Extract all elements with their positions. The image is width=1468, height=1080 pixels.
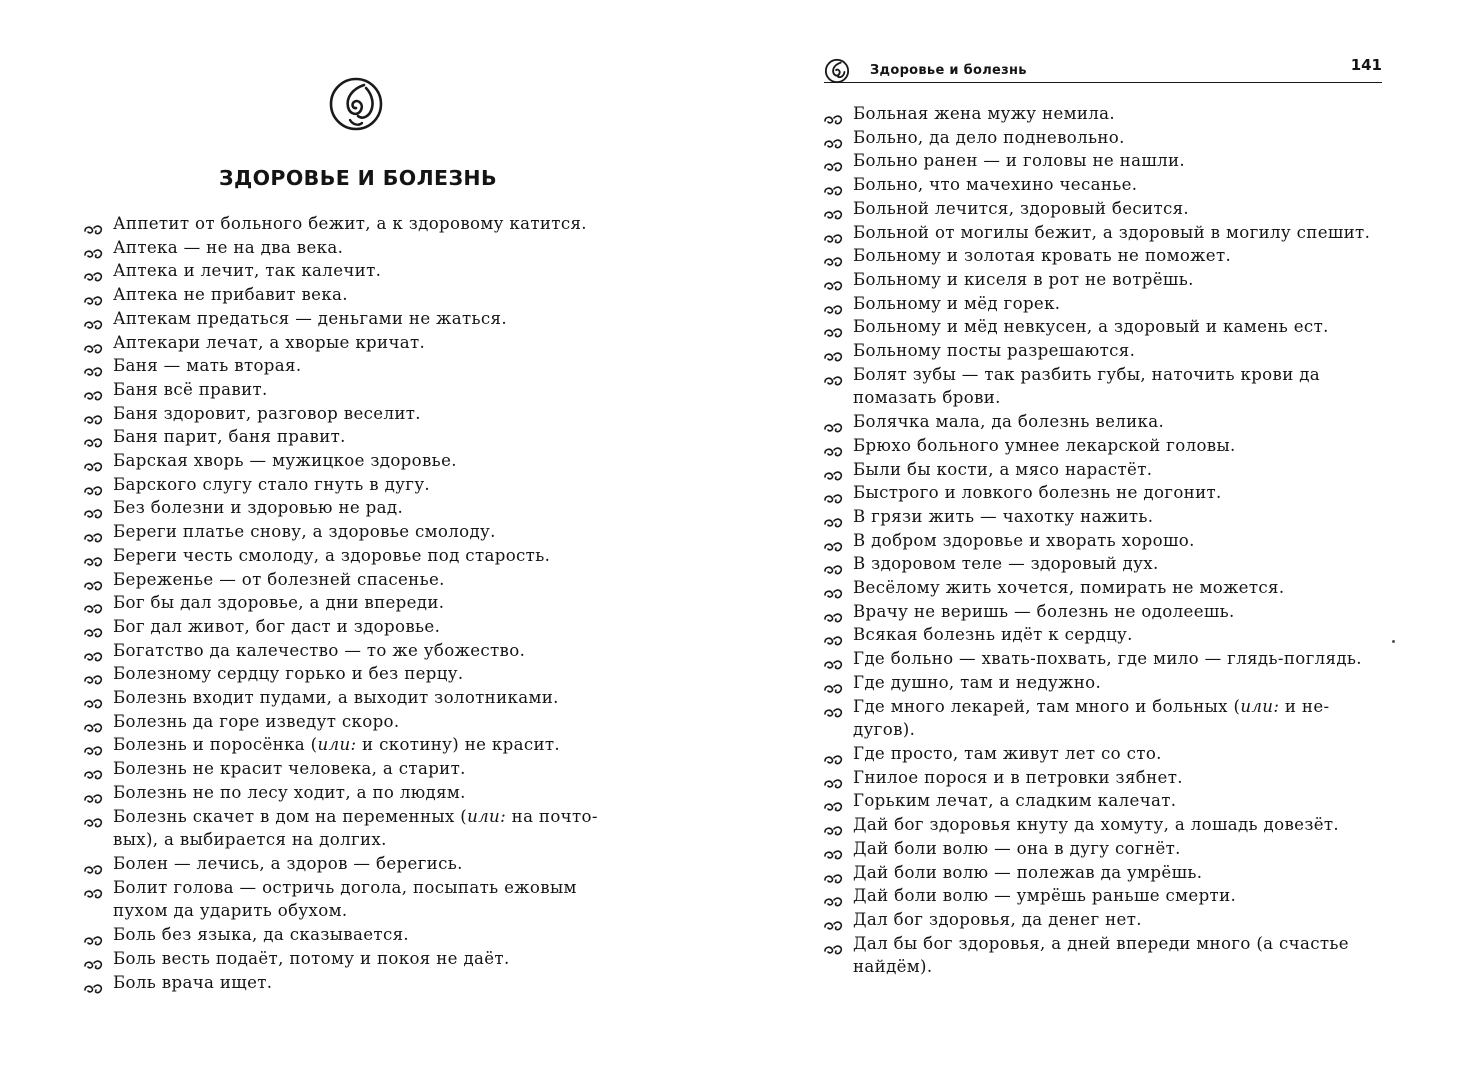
proverb-text-line: Аптекари лечат, а хворые кричат.	[113, 332, 426, 352]
proverb-item	[824, 695, 1384, 742]
page-number: 141	[1350, 56, 1382, 74]
proverb-text-line: Боль весть подаёт, потому и покоя не даёт.	[113, 948, 510, 968]
proverb-bullet-glyph	[84, 936, 104, 947]
proverb-text-line: Дал бог здоровья, да денег нет.	[853, 909, 1142, 929]
proverb-bullet-glyph	[824, 802, 844, 813]
proverb-bullet-icon	[824, 417, 844, 428]
proverb-text-line: Аптека — не на два века.	[113, 237, 344, 257]
proverb-item	[824, 813, 1384, 837]
proverb-text-line: Болят зубы — так разбить губы, наточить крови да	[853, 364, 1321, 384]
print-speck	[1392, 640, 1395, 643]
proverb-item	[824, 837, 1384, 861]
proverb-bullet-glyph	[824, 565, 844, 576]
proverb-bullet-glyph	[84, 675, 104, 686]
proverb-text-line: Барского слугу стало гнуть в дугу.	[113, 474, 431, 494]
proverb-bullet-glyph	[824, 186, 844, 197]
proverb-bullet-glyph	[824, 897, 844, 908]
variant-marker: или:	[467, 806, 507, 826]
variant-marker: или:	[1240, 696, 1280, 716]
proverb-bullet-icon	[824, 370, 844, 381]
proverb-text-line: Горьким лечат, а сладким калечат.	[853, 791, 1177, 811]
proverb-text-line: Дай боли волю — умрёшь раньше смерти.	[853, 886, 1237, 906]
proverb-text-line: Баня здоровит, разговор веселит.	[113, 403, 421, 423]
proverb-item	[84, 568, 654, 592]
proverb-item	[84, 757, 654, 781]
proverb-bullet-icon	[84, 551, 104, 562]
proverb-item	[824, 742, 1384, 766]
proverb-bullet-icon	[824, 133, 844, 144]
proverb-bullet-glyph	[824, 921, 844, 932]
proverb-bullet-glyph	[84, 865, 104, 876]
proverb-item	[824, 789, 1384, 813]
proverb-bullet-icon	[824, 322, 844, 333]
proverb-text-line: Аптека не прибавит века.	[113, 285, 348, 305]
proverb-bullet-glyph	[824, 708, 844, 719]
proverb-bullet-icon	[84, 527, 104, 538]
proverb-text-line: пухом да ударить обухом.	[113, 901, 348, 921]
proverb-text-line: Баня — мать вторая.	[113, 356, 302, 376]
proverb-bullet-icon	[824, 820, 844, 831]
proverb-text-line: Больно ранен — и головы не нашли.	[853, 151, 1186, 171]
proverb-item	[84, 971, 654, 995]
proverb-text-line: вых), а выбирается на долгих.	[113, 830, 387, 850]
proverb-item	[824, 126, 1384, 150]
proverb-bullet-glyph	[824, 305, 844, 316]
proverb-text-line: Дай боли волю — полежав да умрёшь.	[853, 862, 1203, 882]
proverb-bullet-icon	[824, 630, 844, 641]
proverb-bullet-icon	[824, 678, 844, 689]
proverb-text-line: Болезному сердцу горько и без перцу.	[113, 664, 464, 684]
proverb-bullet-icon	[824, 156, 844, 167]
proverb-item	[824, 481, 1384, 505]
proverb-item	[824, 932, 1384, 979]
proverb-item	[84, 852, 654, 876]
proverb-text-line: Весёлому жить хочется, помирать не можется.	[853, 578, 1285, 598]
proverb-item	[84, 923, 654, 947]
proverb-item	[84, 520, 654, 544]
proverb-item	[824, 908, 1384, 932]
proverb-item	[824, 600, 1384, 624]
proverb-bullet-icon	[824, 773, 844, 784]
proverb-text-line: Больному и мёд горек.	[853, 293, 1061, 313]
proverb-item	[84, 425, 654, 449]
proverb-item	[84, 686, 654, 710]
proverb-item	[84, 331, 654, 355]
proverb-bullet-glyph	[824, 328, 844, 339]
proverb-text-line: Баня парит, баня правит.	[113, 427, 346, 447]
proverb-bullet-glyph	[84, 225, 104, 236]
proverb-item	[84, 354, 654, 378]
proverb-text-line: Больной от могилы бежит, а здоровый в могилу спешит.	[853, 222, 1371, 242]
proverb-bullet-icon	[824, 204, 844, 215]
proverb-bullet-icon	[824, 180, 844, 191]
proverb-item	[824, 315, 1384, 339]
proverb-text-line: Богатство да калечество — то же убожество.	[113, 640, 526, 660]
proverb-item	[84, 662, 654, 686]
proverb-bullet-glyph	[84, 415, 104, 426]
proverb-bullet-icon	[824, 228, 844, 239]
proverb-item	[84, 402, 654, 426]
proverb-bullet-glyph	[824, 257, 844, 268]
proverb-item	[84, 876, 654, 923]
proverb-bullet-icon	[84, 480, 104, 491]
proverb-text-line: В здоровом теле — здоровый дух.	[853, 554, 1159, 574]
proverb-item	[84, 591, 654, 615]
proverb-bullet-glyph	[824, 115, 844, 126]
proverb-bullet-glyph	[84, 557, 104, 568]
proverb-bullet-icon	[824, 488, 844, 499]
proverb-bullet-glyph	[824, 945, 844, 956]
proverb-text-line: Больно, что мачехино чесанье.	[853, 175, 1138, 195]
proverb-item	[824, 576, 1384, 600]
proverb-item	[84, 212, 654, 236]
proverb-item	[824, 861, 1384, 885]
proverb-bullet-icon	[84, 575, 104, 586]
proverb-text-line: Больному посты разрешаются.	[853, 341, 1136, 361]
proverb-text-line: Больному и киселя в рот не вотрёшь.	[853, 269, 1194, 289]
proverb-bullet-glyph	[824, 423, 844, 434]
proverb-text-line: Болезнь и поросёнка (или: и скотину) не красит.	[113, 735, 561, 755]
proverb-item	[84, 307, 654, 331]
proverb-bullet-glyph	[824, 494, 844, 505]
proverb-text-line: Аптекам предаться — деньгами не жаться.	[113, 308, 507, 328]
proverb-text-line: Барская хворь — мужицкое здоровье.	[113, 451, 457, 471]
proverb-item	[84, 733, 654, 757]
proverb-item	[824, 173, 1384, 197]
proverb-item	[84, 781, 654, 805]
proverb-text-line: Болячка мала, да болезнь велика.	[853, 412, 1165, 432]
proverb-bullet-glyph	[84, 960, 104, 971]
proverb-bullet-icon	[84, 314, 104, 325]
proverb-text-line: Врачу не веришь — болезнь не одолеешь.	[853, 601, 1235, 621]
proverb-bullet-glyph	[824, 542, 844, 553]
proverb-text-line: Больной лечится, здоровый бесится.	[853, 198, 1190, 218]
proverb-bullet-glyph	[84, 367, 104, 378]
proverb-item	[824, 529, 1384, 553]
proverb-bullet-glyph	[824, 281, 844, 292]
proverb-bullet-icon	[84, 812, 104, 823]
proverb-text-line: Где больно — хвать-похвать, где мило — глядь-поглядь.	[853, 649, 1362, 669]
proverb-bullet-glyph	[824, 518, 844, 529]
proverb-bullet-icon	[824, 346, 844, 357]
proverb-text-line: Брюхо больного умнее лекарской головы.	[853, 435, 1236, 455]
proverb-bullet-icon	[84, 622, 104, 633]
proverb-bullet-glyph	[84, 462, 104, 473]
proverb-bullet-glyph	[824, 139, 844, 150]
proverb-bullet-icon	[824, 299, 844, 310]
proverb-bullet-icon	[84, 456, 104, 467]
proverb-bullet-icon	[84, 361, 104, 372]
proverb-bullet-glyph	[824, 850, 844, 861]
proverb-bullet-glyph	[84, 889, 104, 900]
proverb-item	[824, 410, 1384, 434]
proverb-item	[84, 473, 654, 497]
proverb-item	[84, 710, 654, 734]
proverb-bullet-icon	[824, 559, 844, 570]
proverb-bullet-icon	[84, 930, 104, 941]
proverb-bullet-glyph	[824, 589, 844, 600]
proverb-item	[84, 496, 654, 520]
proverb-bullet-glyph	[84, 320, 104, 331]
proverb-bullet-icon	[84, 385, 104, 396]
proverb-bullet-glyph	[84, 486, 104, 497]
proverb-list-right	[824, 102, 1384, 979]
proverb-bullet-glyph	[824, 376, 844, 387]
proverb-bullet-icon	[84, 669, 104, 680]
proverb-item	[824, 102, 1384, 126]
proverb-bullet-icon	[824, 583, 844, 594]
proverb-bullet-icon	[824, 702, 844, 713]
proverb-item	[824, 197, 1384, 221]
proverb-text-line: дугов).	[853, 720, 916, 740]
proverb-bullet-icon	[84, 859, 104, 870]
proverb-bullet-icon	[824, 915, 844, 926]
proverb-item	[824, 339, 1384, 363]
proverb-bullet-icon	[84, 266, 104, 277]
proverb-bullet-icon	[84, 954, 104, 965]
proverb-bullet-glyph	[84, 509, 104, 520]
proverb-bullet-glyph	[824, 613, 844, 624]
proverb-bullet-glyph	[824, 447, 844, 458]
proverb-bullet-icon	[824, 939, 844, 950]
proverb-bullet-icon	[84, 219, 104, 230]
proverb-text-line: Дай бог здоровья кнуту да хомуту, а лошадь довезёт.	[853, 815, 1340, 835]
proverb-text-line: Были бы кости, а мясо нарастёт.	[853, 459, 1153, 479]
proverb-item	[84, 378, 654, 402]
proverb-bullet-glyph	[824, 874, 844, 885]
proverb-text-line: Больному и золотая кровать не поможет.	[853, 246, 1232, 266]
proverb-bullet-icon	[824, 512, 844, 523]
proverb-text-line: Где душно, там и недужно.	[853, 672, 1102, 692]
proverb-item	[84, 236, 654, 260]
proverb-item	[824, 884, 1384, 908]
proverb-bullet-glyph	[824, 826, 844, 837]
proverb-bullet-icon	[824, 536, 844, 547]
proverb-text-line: помазать брови.	[853, 388, 1001, 408]
proverb-text-line: Береженье — от болезней спасенье.	[113, 569, 445, 589]
proverb-bullet-glyph	[84, 699, 104, 710]
proverb-text-line: Аппетит от больного бежит, а к здоровому катится.	[113, 214, 587, 233]
proverb-item	[824, 244, 1384, 268]
proverb-item	[84, 283, 654, 307]
proverb-text-line: Без болезни и здоровью не рад.	[113, 498, 404, 518]
proverb-text-line: Больному и мёд невкусен, а здоровый и камень ест.	[853, 317, 1329, 337]
proverb-text-line: Береги платье снову, а здоровье смолоду.	[113, 522, 496, 542]
chapter-title: ЗДОРОВЬЕ И БОЛЕЗНЬ	[218, 166, 497, 190]
proverb-text-line: Боль врача ищет.	[113, 972, 273, 992]
proverb-bullet-glyph	[84, 438, 104, 449]
proverb-item	[824, 434, 1384, 458]
proverb-item	[824, 766, 1384, 790]
proverb-text-line: Болезнь да горе изведут скоро.	[113, 711, 400, 731]
proverb-bullet-icon	[824, 109, 844, 120]
proverb-bullet-icon	[84, 717, 104, 728]
proverb-text-line: Где просто, там живут лет со сто.	[853, 743, 1162, 763]
proverb-bullet-glyph	[84, 272, 104, 283]
proverb-item	[824, 623, 1384, 647]
proverb-bullet-glyph	[84, 984, 104, 995]
proverb-bullet-glyph	[84, 533, 104, 544]
proverb-bullet-icon	[84, 290, 104, 301]
proverb-text-line: Болит голова — остричь догола, посыпать ежовым	[113, 877, 577, 897]
proverb-bullet-icon	[84, 978, 104, 989]
proverb-bullet-icon	[84, 432, 104, 443]
proverb-bullet-glyph	[84, 391, 104, 402]
proverb-item	[84, 449, 654, 473]
proverb-bullet-icon	[824, 844, 844, 855]
proverb-bullet-icon	[824, 868, 844, 879]
proverb-bullet-icon	[824, 441, 844, 452]
proverb-text-line: Аптека и лечит, так калечит.	[113, 261, 382, 281]
proverb-text-line: Бог дал живот, бог даст и здоровье.	[113, 616, 441, 636]
header-ornament-icon	[824, 58, 850, 84]
proverb-bullet-glyph	[824, 684, 844, 695]
proverb-bullet-glyph	[84, 794, 104, 805]
proverb-bullet-glyph	[84, 249, 104, 260]
proverb-bullet-icon	[824, 749, 844, 760]
proverb-text-line: Болезнь не по лесу ходит, а по людям.	[113, 782, 466, 802]
proverb-bullet-icon	[84, 883, 104, 894]
proverb-item	[824, 268, 1384, 292]
proverb-bullet-glyph	[824, 162, 844, 173]
proverb-bullet-glyph	[84, 581, 104, 592]
proverb-bullet-glyph	[84, 746, 104, 757]
proverb-text-line: Болезнь не красит человека, а старит.	[113, 759, 466, 779]
proverb-item	[84, 544, 654, 568]
proverb-bullet-icon	[84, 243, 104, 254]
proverb-item	[824, 363, 1384, 410]
chapter-ornament-icon	[328, 76, 384, 132]
proverb-bullet-glyph	[84, 628, 104, 639]
proverb-bullet-icon	[84, 788, 104, 799]
proverb-bullet-glyph	[824, 660, 844, 671]
proverb-bullet-icon	[824, 891, 844, 902]
proverb-item	[84, 805, 654, 852]
running-header-title: Здоровье и болезнь	[870, 63, 1027, 78]
proverb-item	[84, 259, 654, 283]
proverb-bullet-glyph	[824, 234, 844, 245]
proverb-text-line: Быстрого и ловкого болезнь не догонит.	[853, 483, 1222, 503]
proverb-bullet-icon	[84, 338, 104, 349]
proverb-item	[824, 458, 1384, 482]
proverb-bullet-glyph	[824, 636, 844, 647]
proverb-bullet-glyph	[84, 344, 104, 355]
proverb-bullet-glyph	[84, 296, 104, 307]
proverb-bullet-glyph	[824, 210, 844, 221]
proverb-text-line: Гнилое порося и в петровки зябнет.	[853, 767, 1183, 787]
proverb-bullet-icon	[824, 796, 844, 807]
proverb-bullet-icon	[824, 607, 844, 618]
proverb-list-left	[84, 212, 654, 994]
proverb-text-line: Больно, да дело подневольно.	[853, 127, 1125, 147]
proverb-bullet-glyph	[824, 779, 844, 790]
proverb-text-line: Болезнь скачет в дом на переменных (или: на почто-	[113, 806, 598, 826]
proverb-bullet-icon	[84, 646, 104, 657]
proverb-bullet-glyph	[824, 471, 844, 482]
proverb-bullet-icon	[824, 275, 844, 286]
proverb-bullet-glyph	[84, 652, 104, 663]
proverb-bullet-glyph	[824, 755, 844, 766]
proverb-bullet-icon	[84, 598, 104, 609]
proverb-text-line: Где много лекарей, там много и больных (или: и не-	[853, 696, 1330, 716]
proverb-item	[824, 221, 1384, 245]
proverb-text-line: Дал бы бог здоровья, а дней впереди много (а счастье	[853, 933, 1349, 953]
proverb-bullet-icon	[824, 654, 844, 665]
proverb-item	[84, 947, 654, 971]
proverb-item	[824, 292, 1384, 316]
proverb-item	[824, 647, 1384, 671]
proverb-bullet-glyph	[84, 770, 104, 781]
proverb-bullet-glyph	[84, 818, 104, 829]
proverb-item	[824, 505, 1384, 529]
proverb-bullet-icon	[84, 503, 104, 514]
proverb-bullet-glyph	[824, 352, 844, 363]
running-header	[824, 56, 1382, 83]
proverb-item	[84, 639, 654, 663]
proverb-text-line: Баня всё правит.	[113, 379, 268, 399]
proverb-bullet-glyph	[84, 604, 104, 615]
proverb-bullet-icon	[84, 409, 104, 420]
proverb-bullet-icon	[84, 693, 104, 704]
proverb-item	[84, 615, 654, 639]
right-page	[734, 0, 1468, 1080]
proverb-item	[824, 552, 1384, 576]
proverb-text-line: В грязи жить — чахотку нажить.	[853, 506, 1154, 526]
proverb-text-line: найдём).	[853, 957, 933, 977]
proverb-text-line: Болен — лечись, а здоров — берегись.	[113, 853, 463, 873]
proverb-text-line: Болезнь входит пудами, а выходит золотниками.	[113, 688, 559, 708]
proverb-text-line: Больная жена мужу немила.	[853, 104, 1116, 123]
proverb-item	[824, 671, 1384, 695]
proverb-bullet-icon	[84, 740, 104, 751]
proverb-text-line: В добром здоровье и хворать хорошо.	[853, 530, 1195, 550]
proverb-text-line: Боль без языка, да сказывается.	[113, 925, 410, 945]
proverb-text-line: Всякая болезнь идёт к сердцу.	[853, 625, 1133, 645]
proverb-bullet-icon	[824, 465, 844, 476]
proverb-text-line: Дай боли волю — она в дугу согнёт.	[853, 838, 1181, 858]
proverb-bullet-icon	[84, 764, 104, 775]
proverb-bullet-glyph	[84, 723, 104, 734]
proverb-text-line: Береги честь смолоду, а здоровье под старость.	[113, 545, 551, 565]
proverb-item	[824, 149, 1384, 173]
variant-marker: или:	[317, 735, 357, 755]
proverb-text-line: Бог бы дал здоровье, а дни впереди.	[113, 593, 445, 613]
proverb-bullet-icon	[824, 251, 844, 262]
